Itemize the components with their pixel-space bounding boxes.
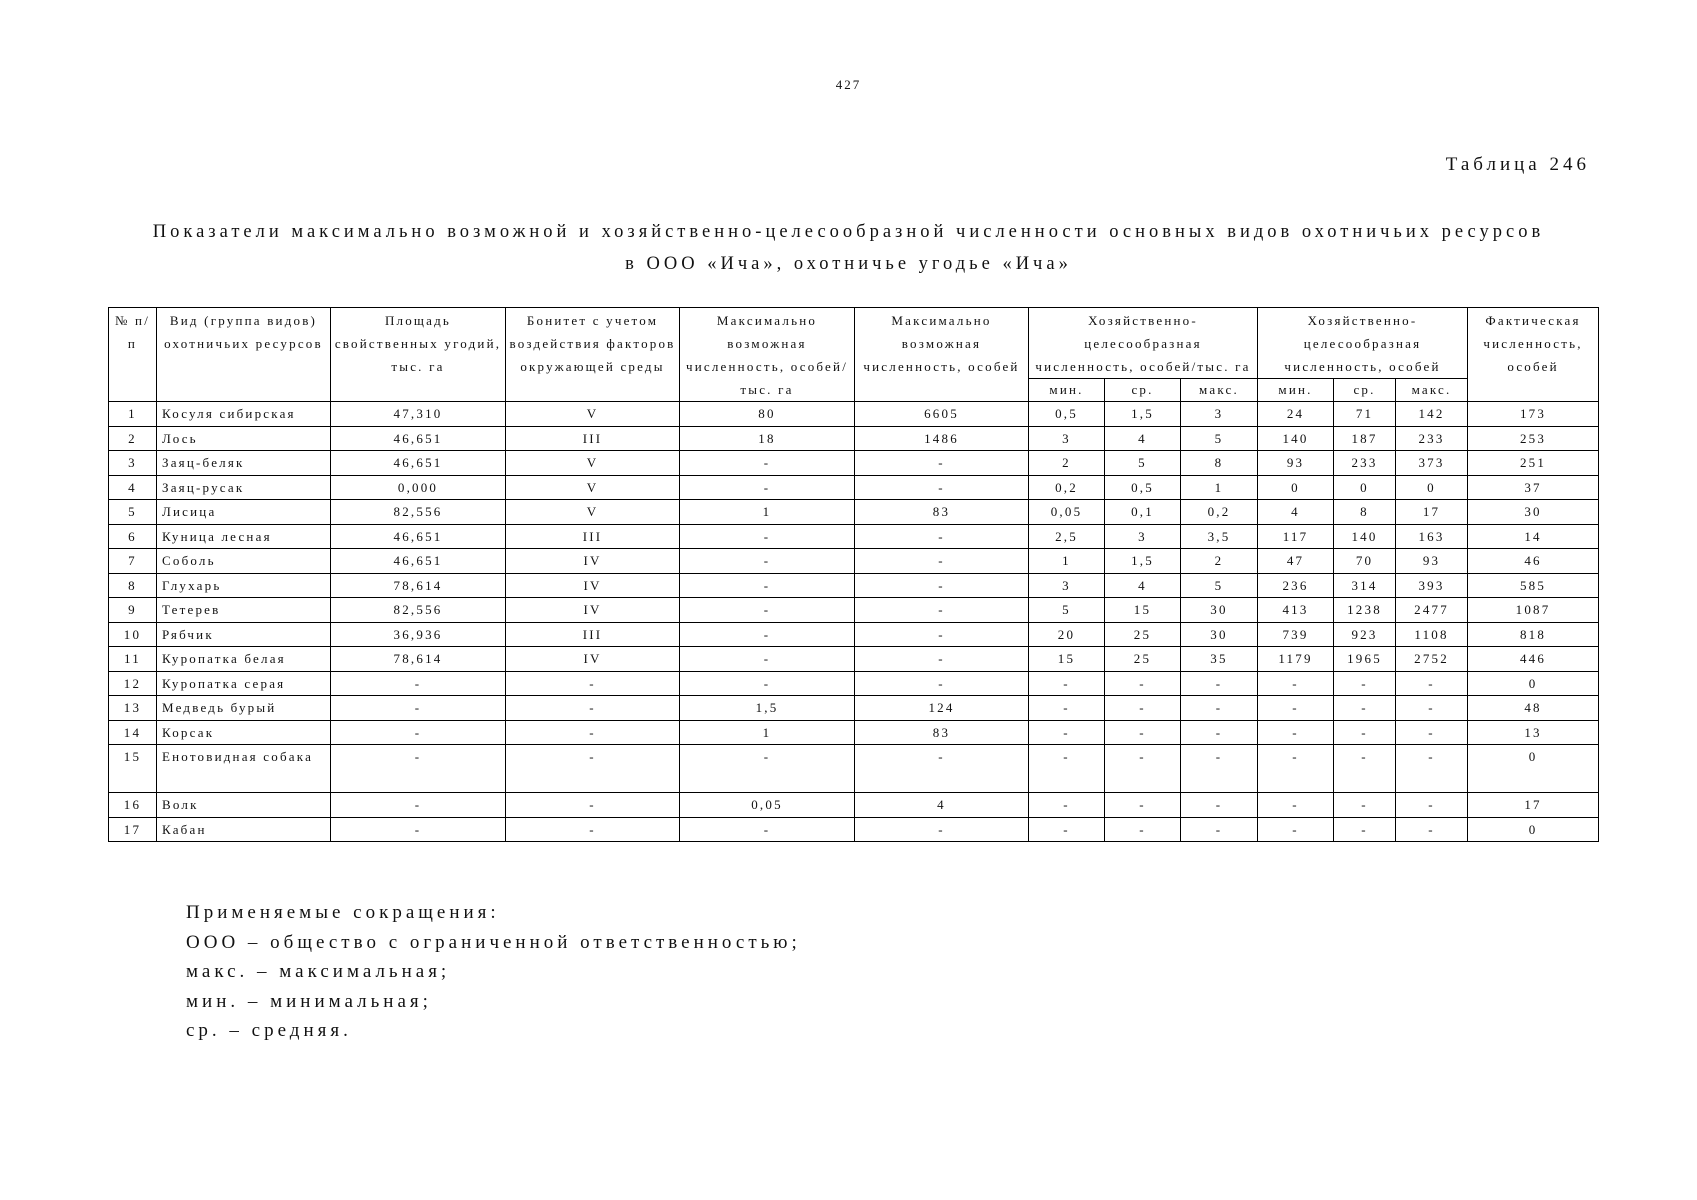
cell-actual: 173 — [1468, 402, 1599, 427]
cell-max-number: - — [855, 573, 1029, 598]
header-max-number: Максимально возможная численность, особей — [855, 308, 1029, 402]
table-row — [109, 647, 1599, 672]
cell-eco-density-avg: 0,1 — [1105, 500, 1181, 525]
cell-num: 4 — [109, 475, 157, 500]
cell-eco-number-min: - — [1258, 720, 1334, 745]
cell-bonitet: - — [506, 671, 680, 696]
cell-max-density: - — [680, 573, 855, 598]
cell-eco-number-avg: 140 — [1334, 524, 1396, 549]
cell-max-number: 1486 — [855, 426, 1029, 451]
cell-max-number: - — [855, 549, 1029, 574]
cell-eco-number-min: 140 — [1258, 426, 1334, 451]
cell-bonitet: V — [506, 402, 680, 427]
cell-eco-density-max: 35 — [1181, 647, 1258, 672]
document-title — [100, 216, 1597, 280]
cell-eco-number-min: 413 — [1258, 598, 1334, 623]
cell-species: Кабан — [157, 817, 331, 842]
abbreviations-notes — [186, 898, 801, 1046]
header-eco-density: Хозяйственно-целесообразная численность, особей/тыс. га — [1029, 308, 1258, 379]
cell-eco-density-min: 0,05 — [1029, 500, 1105, 525]
cell-actual: 46 — [1468, 549, 1599, 574]
cell-num: 15 — [109, 745, 157, 793]
cell-eco-density-min: - — [1029, 793, 1105, 818]
cell-species: Енотовидная собака — [157, 745, 331, 793]
cell-eco-density-avg: 4 — [1105, 573, 1181, 598]
cell-num: 14 — [109, 720, 157, 745]
cell-max-number: - — [855, 451, 1029, 476]
title-line-2: в ООО «Ича», охотничье угодье «Ича» — [625, 254, 1072, 274]
cell-eco-number-avg: - — [1334, 793, 1396, 818]
cell-eco-density-min: - — [1029, 817, 1105, 842]
table-row — [109, 475, 1599, 500]
table-row — [109, 426, 1599, 451]
cell-eco-density-max: 2 — [1181, 549, 1258, 574]
cell-eco-density-min: 3 — [1029, 573, 1105, 598]
header-num: № п/п — [109, 308, 157, 402]
cell-eco-density-avg: - — [1105, 720, 1181, 745]
cell-actual: 0 — [1468, 817, 1599, 842]
cell-eco-density-avg: - — [1105, 745, 1181, 793]
cell-eco-density-min: - — [1029, 745, 1105, 793]
cell-eco-number-max: 393 — [1396, 573, 1468, 598]
cell-eco-density-max: 0,2 — [1181, 500, 1258, 525]
cell-area: 46,651 — [331, 451, 506, 476]
cell-bonitet: V — [506, 451, 680, 476]
cell-eco-number-avg: - — [1334, 817, 1396, 842]
cell-eco-number-avg: 314 — [1334, 573, 1396, 598]
header-actual: Фактическая численность, особей — [1468, 308, 1599, 402]
cell-bonitet: V — [506, 500, 680, 525]
cell-eco-density-max: 3,5 — [1181, 524, 1258, 549]
cell-eco-number-min: 117 — [1258, 524, 1334, 549]
cell-eco-number-max: 142 — [1396, 402, 1468, 427]
cell-species: Рябчик — [157, 622, 331, 647]
cell-max-number: - — [855, 745, 1029, 793]
cell-eco-number-avg: 187 — [1334, 426, 1396, 451]
cell-eco-density-min: 20 — [1029, 622, 1105, 647]
cell-species: Куропатка серая — [157, 671, 331, 696]
cell-actual: 0 — [1468, 671, 1599, 696]
cell-area: - — [331, 817, 506, 842]
cell-eco-number-min: 739 — [1258, 622, 1334, 647]
notes-heading: Применяемые сокращения: — [186, 902, 500, 923]
cell-eco-number-max: - — [1396, 817, 1468, 842]
cell-bonitet: IV — [506, 598, 680, 623]
cell-area: - — [331, 671, 506, 696]
cell-num: 10 — [109, 622, 157, 647]
cell-eco-density-avg: 1,5 — [1105, 549, 1181, 574]
cell-eco-number-min: - — [1258, 817, 1334, 842]
cell-eco-number-avg: 233 — [1334, 451, 1396, 476]
table-row — [109, 793, 1599, 818]
cell-eco-number-min: - — [1258, 671, 1334, 696]
cell-bonitet: - — [506, 745, 680, 793]
page-number: 427 — [835, 77, 862, 92]
cell-num: 17 — [109, 817, 157, 842]
table-body — [109, 402, 1599, 842]
table-row — [109, 745, 1599, 793]
cell-area: 36,936 — [331, 622, 506, 647]
table-row — [109, 524, 1599, 549]
note-item: ООО – общество с ограниченной ответственностью; — [186, 931, 801, 953]
table-row — [109, 622, 1599, 647]
cell-max-number: - — [855, 647, 1029, 672]
table-row — [109, 671, 1599, 696]
cell-eco-number-avg: 923 — [1334, 622, 1396, 647]
cell-eco-number-max: 17 — [1396, 500, 1468, 525]
cell-eco-density-avg: 25 — [1105, 622, 1181, 647]
cell-actual: 585 — [1468, 573, 1599, 598]
cell-eco-number-max: 373 — [1396, 451, 1468, 476]
cell-eco-number-min: - — [1258, 745, 1334, 793]
cell-num: 2 — [109, 426, 157, 451]
cell-eco-density-min: 0,2 — [1029, 475, 1105, 500]
cell-species: Корсак — [157, 720, 331, 745]
cell-bonitet: V — [506, 475, 680, 500]
cell-eco-density-max: 8 — [1181, 451, 1258, 476]
cell-eco-number-avg: 8 — [1334, 500, 1396, 525]
cell-species: Медведь бурый — [157, 696, 331, 721]
cell-bonitet: IV — [506, 549, 680, 574]
cell-eco-density-max: 1 — [1181, 475, 1258, 500]
header-bonitet: Бонитет с учетом воздействия факторов окружающей среды — [506, 308, 680, 402]
note-item: мин. – минимальная; — [186, 990, 432, 1012]
cell-eco-number-max: - — [1396, 793, 1468, 818]
cell-species: Тетерев — [157, 598, 331, 623]
cell-eco-density-min: 0,5 — [1029, 402, 1105, 427]
cell-num: 1 — [109, 402, 157, 427]
cell-eco-density-max: - — [1181, 817, 1258, 842]
cell-num: 3 — [109, 451, 157, 476]
cell-eco-density-max: 30 — [1181, 622, 1258, 647]
cell-species: Соболь — [157, 549, 331, 574]
cell-eco-density-min: - — [1029, 720, 1105, 745]
cell-max-density: - — [680, 549, 855, 574]
cell-eco-number-avg: 71 — [1334, 402, 1396, 427]
table-row — [109, 817, 1599, 842]
cell-eco-number-avg: - — [1334, 745, 1396, 793]
cell-max-density: - — [680, 622, 855, 647]
cell-area: 82,556 — [331, 500, 506, 525]
cell-num: 7 — [109, 549, 157, 574]
cell-bonitet: IV — [506, 573, 680, 598]
cell-eco-density-avg: - — [1105, 671, 1181, 696]
cell-area: 46,651 — [331, 524, 506, 549]
cell-max-density: - — [680, 598, 855, 623]
table-row — [109, 696, 1599, 721]
cell-actual: 14 — [1468, 524, 1599, 549]
cell-bonitet: - — [506, 720, 680, 745]
cell-bonitet: - — [506, 817, 680, 842]
table-row — [109, 451, 1599, 476]
cell-bonitet: III — [506, 426, 680, 451]
cell-max-number: - — [855, 671, 1029, 696]
cell-bonitet: IV — [506, 647, 680, 672]
cell-species: Куница лесная — [157, 524, 331, 549]
cell-eco-density-max: 5 — [1181, 426, 1258, 451]
cell-max-density: - — [680, 451, 855, 476]
cell-species: Глухарь — [157, 573, 331, 598]
cell-actual: 48 — [1468, 696, 1599, 721]
cell-eco-number-min: 93 — [1258, 451, 1334, 476]
table-row — [109, 598, 1599, 623]
cell-num: 6 — [109, 524, 157, 549]
cell-num: 16 — [109, 793, 157, 818]
cell-eco-density-avg: 1,5 — [1105, 402, 1181, 427]
cell-max-density: 80 — [680, 402, 855, 427]
cell-eco-number-avg: - — [1334, 671, 1396, 696]
header-area: Площадь свойственных угодий, тыс. га — [331, 308, 506, 402]
cell-eco-number-avg: - — [1334, 720, 1396, 745]
cell-max-number: 83 — [855, 500, 1029, 525]
cell-max-number: 124 — [855, 696, 1029, 721]
cell-num: 9 — [109, 598, 157, 623]
cell-area: 0,000 — [331, 475, 506, 500]
cell-eco-density-avg: 0,5 — [1105, 475, 1181, 500]
cell-actual: 1087 — [1468, 598, 1599, 623]
cell-area: - — [331, 745, 506, 793]
subheader-max: макс. — [1396, 379, 1468, 402]
cell-bonitet: III — [506, 622, 680, 647]
cell-max-density: - — [680, 745, 855, 793]
cell-bonitet: - — [506, 696, 680, 721]
cell-eco-number-min: 236 — [1258, 573, 1334, 598]
cell-area: 82,556 — [331, 598, 506, 623]
cell-area: - — [331, 793, 506, 818]
cell-bonitet: - — [506, 793, 680, 818]
cell-eco-density-min: 3 — [1029, 426, 1105, 451]
cell-area: 46,651 — [331, 549, 506, 574]
title-line-1: Показатели максимально возможной и хозяйственно-целесообразной численности основных видов охотничьих ресурсов — [152, 222, 1545, 242]
cell-eco-number-min: - — [1258, 793, 1334, 818]
cell-eco-density-avg: 5 — [1105, 451, 1181, 476]
cell-species: Косуля сибирская — [157, 402, 331, 427]
cell-max-number: 83 — [855, 720, 1029, 745]
cell-eco-density-min: - — [1029, 671, 1105, 696]
cell-num: 12 — [109, 671, 157, 696]
cell-max-density: - — [680, 647, 855, 672]
cell-max-density: 1,5 — [680, 696, 855, 721]
cell-eco-number-max: 0 — [1396, 475, 1468, 500]
cell-area: - — [331, 696, 506, 721]
note-item: макс. – максимальная; — [186, 961, 451, 982]
cell-max-density: - — [680, 817, 855, 842]
cell-actual: 0 — [1468, 745, 1599, 793]
cell-eco-density-max: - — [1181, 793, 1258, 818]
cell-actual: 13 — [1468, 720, 1599, 745]
cell-eco-number-min: 0 — [1258, 475, 1334, 500]
cell-eco-number-min: 1179 — [1258, 647, 1334, 672]
hunting-resources-table — [108, 307, 1599, 842]
cell-eco-density-avg: 25 — [1105, 647, 1181, 672]
cell-eco-number-avg: 1965 — [1334, 647, 1396, 672]
cell-species: Заяц-беляк — [157, 451, 331, 476]
cell-eco-density-avg: - — [1105, 817, 1181, 842]
cell-area: 47,310 — [331, 402, 506, 427]
cell-actual: 251 — [1468, 451, 1599, 476]
cell-eco-density-max: - — [1181, 671, 1258, 696]
table-row — [109, 402, 1599, 427]
cell-eco-number-avg: - — [1334, 696, 1396, 721]
cell-eco-number-max: 2477 — [1396, 598, 1468, 623]
cell-max-number: - — [855, 524, 1029, 549]
cell-species: Заяц-русак — [157, 475, 331, 500]
table-row — [109, 549, 1599, 574]
cell-actual: 818 — [1468, 622, 1599, 647]
cell-eco-density-min: 1 — [1029, 549, 1105, 574]
cell-max-density: - — [680, 475, 855, 500]
cell-eco-density-min: 2,5 — [1029, 524, 1105, 549]
cell-eco-density-max: - — [1181, 696, 1258, 721]
cell-max-number: - — [855, 598, 1029, 623]
cell-max-number: - — [855, 475, 1029, 500]
table-row — [109, 500, 1599, 525]
subheader-min: мин. — [1029, 379, 1105, 402]
header-species: Вид (группа видов) охотничьих ресурсов — [157, 308, 331, 402]
cell-eco-number-max: - — [1396, 696, 1468, 721]
note-item: ср. – средняя. — [186, 1020, 352, 1041]
cell-eco-density-avg: 4 — [1105, 426, 1181, 451]
cell-eco-number-max: 93 — [1396, 549, 1468, 574]
subheader-avg: ср. — [1334, 379, 1396, 402]
cell-num: 5 — [109, 500, 157, 525]
cell-species: Волк — [157, 793, 331, 818]
cell-actual: 253 — [1468, 426, 1599, 451]
cell-eco-density-min: - — [1029, 696, 1105, 721]
cell-eco-number-max: 1108 — [1396, 622, 1468, 647]
cell-eco-density-min: 2 — [1029, 451, 1105, 476]
cell-actual: 37 — [1468, 475, 1599, 500]
cell-eco-density-avg: - — [1105, 696, 1181, 721]
cell-max-number: 6605 — [855, 402, 1029, 427]
cell-eco-density-max: 3 — [1181, 402, 1258, 427]
header-eco-number: Хозяйственно-целесообразная численность, особей — [1258, 308, 1468, 379]
cell-eco-density-min: 15 — [1029, 647, 1105, 672]
cell-eco-number-avg: 1238 — [1334, 598, 1396, 623]
cell-species: Лисица — [157, 500, 331, 525]
subheader-avg: ср. — [1105, 379, 1181, 402]
cell-eco-number-min: 4 — [1258, 500, 1334, 525]
cell-bonitet: III — [506, 524, 680, 549]
cell-area: 46,651 — [331, 426, 506, 451]
cell-max-density: 0,05 — [680, 793, 855, 818]
cell-num: 11 — [109, 647, 157, 672]
cell-eco-density-avg: - — [1105, 793, 1181, 818]
table-label: Таблица 246 — [1445, 154, 1590, 175]
cell-eco-number-avg: 70 — [1334, 549, 1396, 574]
cell-eco-density-avg: 15 — [1105, 598, 1181, 623]
cell-actual: 17 — [1468, 793, 1599, 818]
cell-eco-density-min: 5 — [1029, 598, 1105, 623]
cell-actual: 446 — [1468, 647, 1599, 672]
table-row — [109, 573, 1599, 598]
cell-eco-number-max: - — [1396, 720, 1468, 745]
header-max-density: Максимально возможная численность, особей/тыс. га — [680, 308, 855, 402]
cell-max-density: - — [680, 671, 855, 696]
cell-num: 8 — [109, 573, 157, 598]
cell-max-number: - — [855, 817, 1029, 842]
cell-max-density: 18 — [680, 426, 855, 451]
cell-max-density: - — [680, 524, 855, 549]
cell-area: 78,614 — [331, 647, 506, 672]
cell-area: - — [331, 720, 506, 745]
cell-area: 78,614 — [331, 573, 506, 598]
subheader-max: макс. — [1181, 379, 1258, 402]
cell-actual: 30 — [1468, 500, 1599, 525]
cell-max-density: 1 — [680, 500, 855, 525]
cell-species: Лось — [157, 426, 331, 451]
cell-num: 13 — [109, 696, 157, 721]
cell-max-number: 4 — [855, 793, 1029, 818]
cell-max-number: - — [855, 622, 1029, 647]
cell-eco-number-max: - — [1396, 671, 1468, 696]
cell-eco-number-max: 233 — [1396, 426, 1468, 451]
cell-eco-number-max: - — [1396, 745, 1468, 793]
cell-eco-density-avg: 3 — [1105, 524, 1181, 549]
cell-eco-density-max: - — [1181, 720, 1258, 745]
cell-eco-density-max: - — [1181, 745, 1258, 793]
table-row — [109, 720, 1599, 745]
cell-species: Куропатка белая — [157, 647, 331, 672]
cell-eco-number-min: 24 — [1258, 402, 1334, 427]
cell-eco-number-avg: 0 — [1334, 475, 1396, 500]
cell-eco-number-min: - — [1258, 696, 1334, 721]
cell-max-density: 1 — [680, 720, 855, 745]
cell-eco-number-max: 2752 — [1396, 647, 1468, 672]
cell-eco-density-max: 5 — [1181, 573, 1258, 598]
cell-eco-number-max: 163 — [1396, 524, 1468, 549]
subheader-min: мин. — [1258, 379, 1334, 402]
cell-eco-number-min: 47 — [1258, 549, 1334, 574]
cell-eco-density-max: 30 — [1181, 598, 1258, 623]
